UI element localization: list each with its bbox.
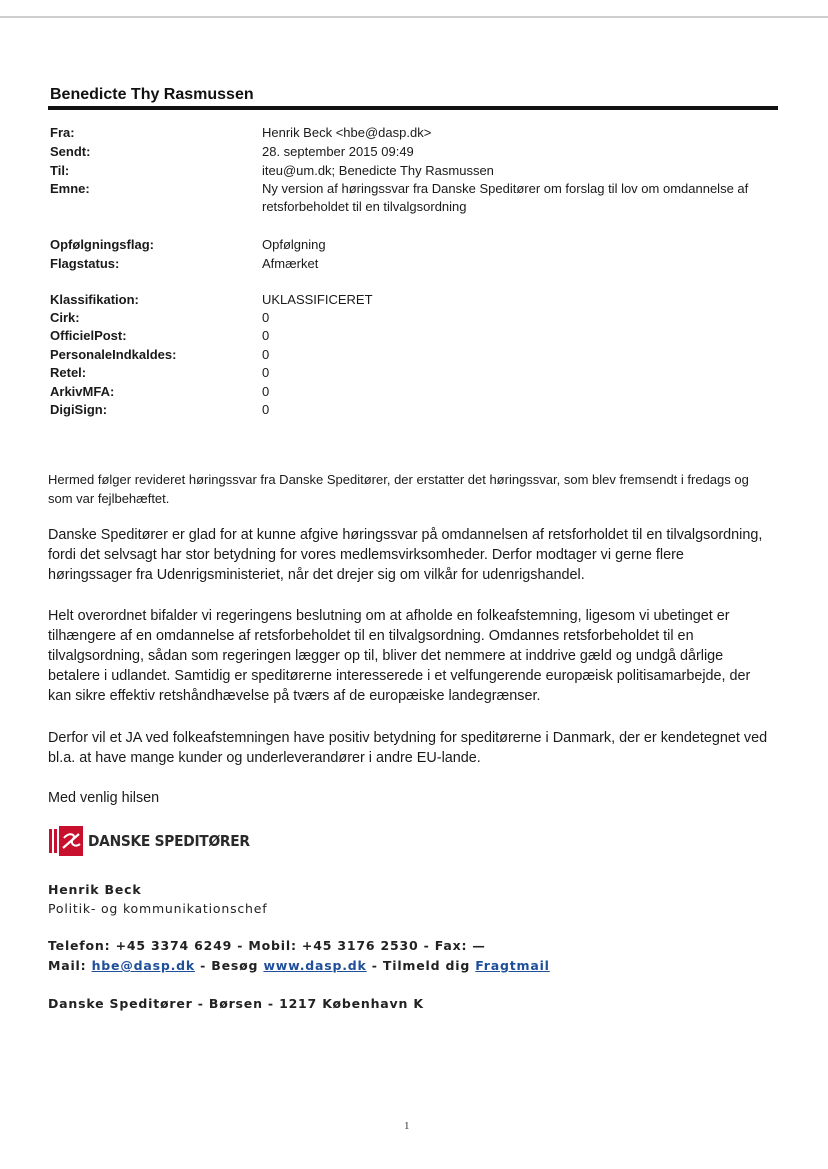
scan-top-rule xyxy=(0,16,828,18)
header-divider xyxy=(48,106,778,110)
meta-key: DigiSign: xyxy=(50,402,108,417)
signature-address: Danske Speditører - Børsen - 1217 København K xyxy=(48,996,424,1011)
meta-value: Opfølgning xyxy=(262,237,326,252)
meta-key: PersonaleIndkaldes: xyxy=(50,347,177,362)
meta-key: Opfølgningsflag: xyxy=(50,237,154,252)
signature-name: Henrik Beck xyxy=(48,882,142,897)
signature-phone-line: Telefon: +45 3374 6249 - Mobil: +45 3176 2530 - Fax: — xyxy=(48,938,486,953)
closing-greeting: Med venlig hilsen xyxy=(48,790,160,806)
meta-value: 0 xyxy=(262,384,270,399)
mail-label: Mail: xyxy=(48,958,92,973)
meta-value: Ny version af høringssvar fra Danske Speditører om forslag til lov om omdannelse af retsforbeholdet til en tilvalgsordning xyxy=(262,181,749,214)
signature-title: Politik- og kommunikationschef xyxy=(48,901,268,916)
meta-value: Henrik Beck <hbe@dasp.dk> xyxy=(262,125,432,140)
meta-key: Retel: xyxy=(50,365,87,380)
recipient-header-name: Benedicte Thy Rasmussen xyxy=(50,86,254,103)
meta-value: 0 xyxy=(262,310,270,325)
body-paragraph-3: Helt overordnet bifalder vi regeringens beslutning om at afholde en folkeafstemning, ligesom vi ubetinget er tilhængere af en omdannelse af retsforbeholdet til en tilvalgsordning. Omdannes retsforbeholdet til en tilvalgsordning, sådan som regeringen lægger op til, bliver det nemmere at inddrive gæld og undgå dårlige betalere i udlandet. Samtidig er speditørerne interesserede i et velfungerende europæisk politisamarbejde, der kan sikre effektiv retshåndhævelse på tværs af de europæiske landegrænser. xyxy=(48,608,751,704)
meta-key: ArkivMFA: xyxy=(50,384,115,399)
company-logo xyxy=(49,826,264,856)
subscribe-label: - Tilmeld dig xyxy=(366,958,476,973)
meta-key: Flagstatus: xyxy=(50,256,120,271)
meta-value: UKLASSIFICERET xyxy=(262,292,373,307)
body-paragraph-4: Derfor vil et JA ved folkeafstemningen have positiv betydning for speditørerne i Danmark, der er kendetegnet ved bl.a. at have mange kunder og underleverandører i andre EU-lande. xyxy=(48,730,768,766)
meta-key: Emne: xyxy=(50,181,90,196)
meta-key: Cirk: xyxy=(50,310,80,325)
body-paragraph-intro: Hermed følger revideret høringssvar fra Danske Speditører, der erstatter det høringssvar, som blev fremsendt i fredags og som var fejlbehæftet. xyxy=(48,472,749,506)
meta-value: 0 xyxy=(262,347,270,362)
meta-key: OfficielPost: xyxy=(50,328,127,343)
meta-value: Afmærket xyxy=(262,256,319,271)
meta-key: Til: xyxy=(50,163,70,178)
meta-value: 0 xyxy=(262,402,270,417)
meta-value: 28. september 2015 09:49 xyxy=(262,144,414,159)
meta-value: 0 xyxy=(262,328,270,343)
meta-value: iteu@um.dk; Benedicte Thy Rasmussen xyxy=(262,163,494,178)
meta-key: Fra: xyxy=(50,125,75,140)
fragtmail-link[interactable]: Fragtmail xyxy=(475,958,550,973)
email-link[interactable]: hbe@dasp.dk xyxy=(91,958,196,973)
logo-wordmark: DANSKE SPEDITØRER xyxy=(88,832,250,850)
visit-label: - Besøg xyxy=(195,958,264,973)
website-link[interactable]: www.dasp.dk xyxy=(263,958,367,973)
signature-contact-line xyxy=(48,958,550,973)
meta-value: 0 xyxy=(262,365,270,380)
meta-key: Klassifikation: xyxy=(50,292,139,307)
danske-speditorer-logo-icon xyxy=(49,826,83,856)
meta-key: Sendt: xyxy=(50,144,91,159)
page-number: 1 xyxy=(404,1120,410,1132)
body-paragraph-2: Danske Speditører er glad for at kunne afgive høringssvar på omdannelsen af retsforholdet til en tilvalgsordning, fordi det selvsagt har stor betydning for vores medlemsvirksomheder. Derfor modtager vi gerne flere høringssager fra Udenrigsministeriet, når det drejer sig om vilkår for udenrigshandel. xyxy=(48,527,763,583)
